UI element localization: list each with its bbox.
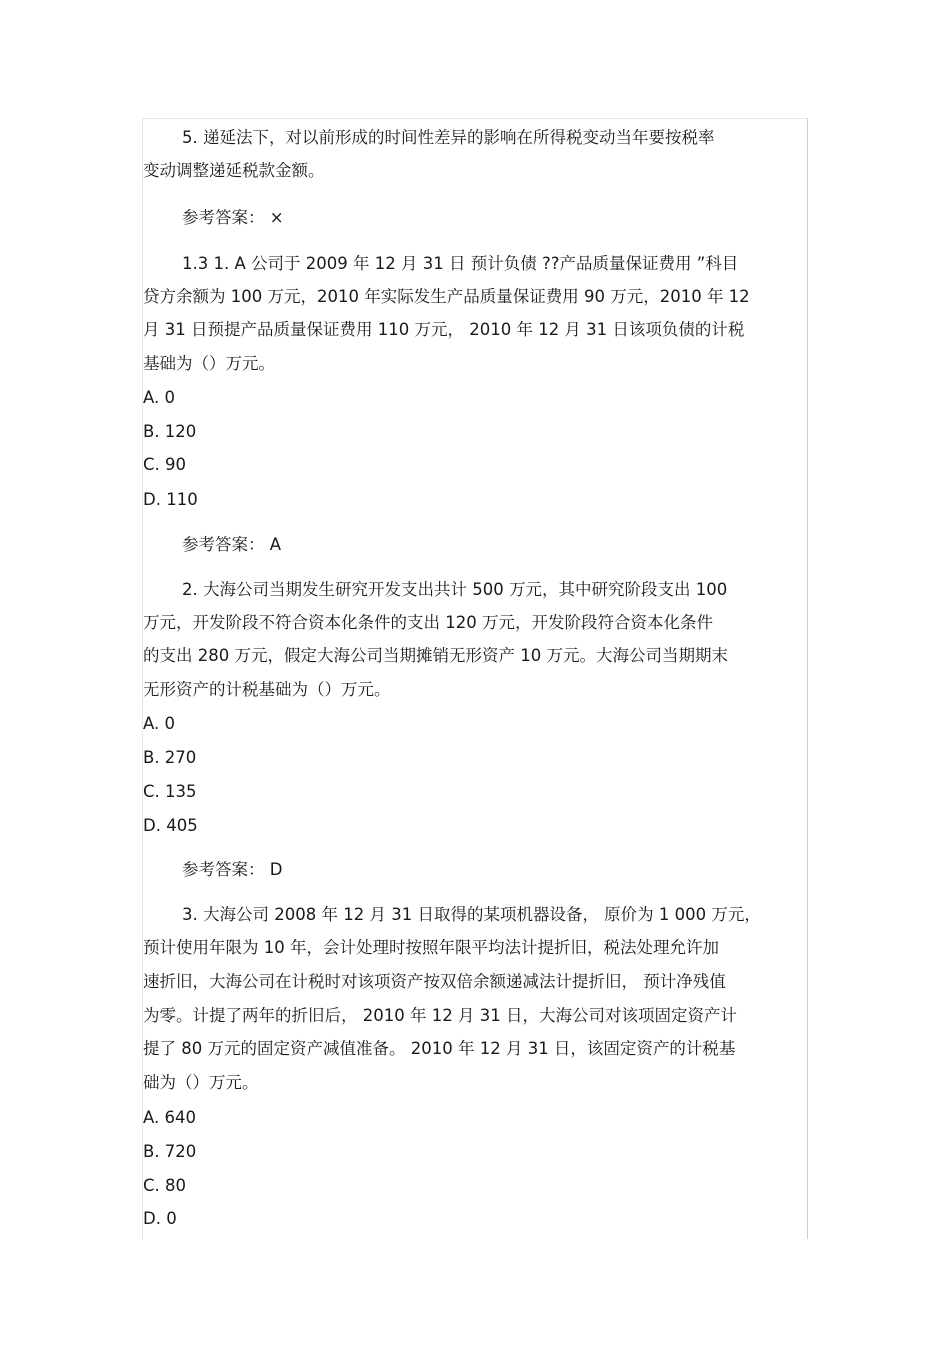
q3-text-line-3: 速折旧，大海公司在计税时对该项资产按双倍余额递减法计提折旧， 预计净残值 bbox=[143, 972, 726, 991]
q2-text-line-3: 的支出 280 万元，假定大海公司当期摊销无形资产 10 万元。大海公司当期期末 bbox=[143, 646, 728, 665]
q3-option-c: C. 80 bbox=[143, 1176, 187, 1195]
q5-text-line-1: 5. 递延法下，对以前形成的时间性差异的影响在所得税变动当年要按税率 bbox=[182, 128, 715, 147]
q2-answer: 参考答案： D bbox=[182, 860, 283, 879]
q3-text-line-1: 3. 大海公司 2008 年 12 月 31 日取得的某项机器设备， 原价为 1 000 万元， bbox=[182, 905, 761, 924]
q2-text-line-2: 万元，开发阶段不符合资本化条件的支出 120 万元，开发阶段符合资本化条件 bbox=[143, 613, 713, 632]
q1-option-b: B. 120 bbox=[143, 422, 197, 441]
q3-text-line-6: 础为（）万元。 bbox=[143, 1073, 259, 1092]
q1-option-a: A. 0 bbox=[143, 388, 175, 407]
q2-option-c: C. 135 bbox=[143, 782, 197, 801]
q1-answer: 参考答案： A bbox=[182, 535, 282, 554]
q3-option-b: B. 720 bbox=[143, 1142, 197, 1161]
q3-option-a: A. 640 bbox=[143, 1108, 196, 1127]
q5-text-line-2: 变动调整递延税款金额。 bbox=[143, 161, 325, 180]
q1-text-line-2: 贷方余额为 100 万元，2010 年实际发生产品质量保证费用 90 万元，2010 年 12 bbox=[143, 287, 750, 306]
q2-option-a: A. 0 bbox=[143, 714, 175, 733]
q1-text-line-3: 月 31 日预提产品质量保证费用 110 万元， 2010 年 12 月 31 日该项负债的计税 bbox=[143, 320, 745, 339]
q5-answer: 参考答案： × bbox=[182, 208, 284, 227]
q3-text-line-4: 为零。计提了两年的折旧后， 2010 年 12 月 31 日，大海公司对该项固定资产计 bbox=[143, 1006, 737, 1025]
q3-text-line-5: 提了 80 万元的固定资产减值准备。 2010 年 12 月 31 日，该固定资产的计税基 bbox=[143, 1039, 736, 1058]
q2-option-b: B. 270 bbox=[143, 748, 197, 767]
q1-text-line-1: 1.3 1. A 公司于 2009 年 12 月 31 日 预计负债 ??产品质量保证费用 ”科目 bbox=[182, 254, 739, 273]
q1-text-line-4: 基础为（）万元。 bbox=[143, 354, 275, 373]
q2-option-d: D. 405 bbox=[143, 816, 198, 835]
q3-text-line-2: 预计使用年限为 10 年，会计处理时按照年限平均法计提折旧，税法处理允许加 bbox=[143, 938, 719, 957]
q2-text-line-1: 2. 大海公司当期发生研究开发支出共计 500 万元，其中研究阶段支出 100 bbox=[182, 580, 728, 599]
q1-option-c: C. 90 bbox=[143, 455, 187, 474]
q1-option-d: D. 110 bbox=[143, 490, 198, 509]
q3-option-d: D. 0 bbox=[143, 1209, 177, 1228]
q2-text-line-4: 无形资产的计税基础为（）万元。 bbox=[143, 680, 391, 699]
